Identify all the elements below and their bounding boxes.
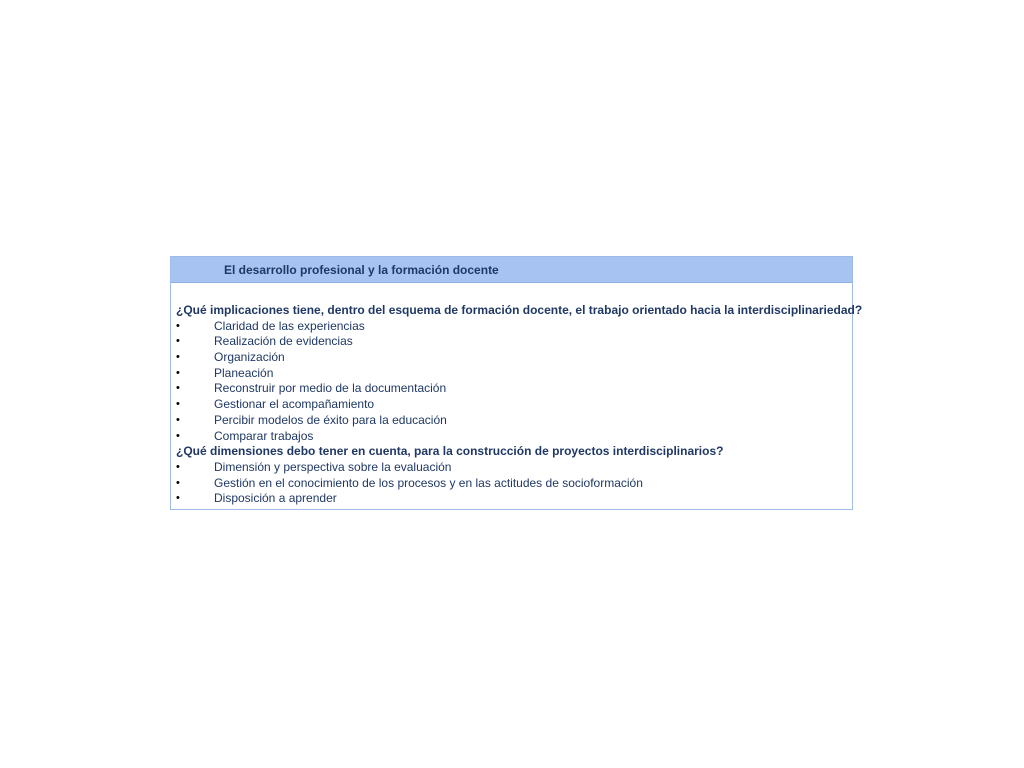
bullet-icon: •	[176, 429, 180, 442]
table-title: El desarrollo profesional y la formación docente	[224, 263, 499, 277]
list-item-text: Realización de evidencias	[214, 334, 353, 349]
list-item-text: Gestión en el conocimiento de los procesos y en las actitudes de socioformación	[214, 475, 643, 490]
list-item	[171, 476, 852, 492]
list-item	[171, 397, 852, 413]
list-item	[171, 413, 852, 429]
list-item-text: Planeación	[214, 365, 274, 380]
list-item	[171, 460, 852, 476]
bullet-icon: •	[176, 398, 180, 411]
list-item-text: Reconstruir por medio de la documentación	[214, 381, 447, 396]
question-1: ¿Qué implicaciones tiene, dentro del esquema de formación docente, el trabajo orientado hacia la interdisciplinariedad?	[176, 303, 863, 317]
list-item	[171, 491, 852, 507]
bullet-icon: •	[176, 460, 180, 473]
bullet-icon: •	[176, 476, 180, 489]
list-item-text: Disposición a aprender	[214, 491, 337, 506]
bullet-icon: •	[176, 382, 180, 395]
list-item	[171, 381, 852, 397]
list-item	[171, 366, 852, 382]
list-item-text: Dimensión y perspectiva sobre la evaluación	[214, 459, 452, 474]
list-item	[171, 334, 852, 350]
content-table	[170, 256, 863, 510]
list-item-text: Gestionar el acompañamiento	[214, 397, 375, 412]
list-item-text: Percibir modelos de éxito para la educación	[214, 412, 447, 427]
bullet-icon: •	[176, 413, 180, 426]
question-2: ¿Qué dimensiones debo tener en cuenta, para la construcción de proyectos interdisciplinarios?	[176, 444, 724, 459]
table-body	[171, 283, 863, 507]
list-item	[171, 319, 852, 335]
bullet-icon: •	[176, 492, 180, 505]
bullet-icon: •	[176, 335, 180, 348]
list-item-text: Comparar trabajos	[214, 428, 314, 443]
list-item-text: Claridad de las experiencias	[214, 318, 365, 333]
list-item-text: Organización	[214, 350, 285, 365]
list-item	[171, 429, 852, 445]
list-item	[171, 350, 852, 366]
bullet-icon: •	[176, 319, 180, 332]
table-header	[171, 257, 852, 283]
bullet-icon: •	[176, 366, 180, 379]
bullet-icon: •	[176, 351, 180, 364]
